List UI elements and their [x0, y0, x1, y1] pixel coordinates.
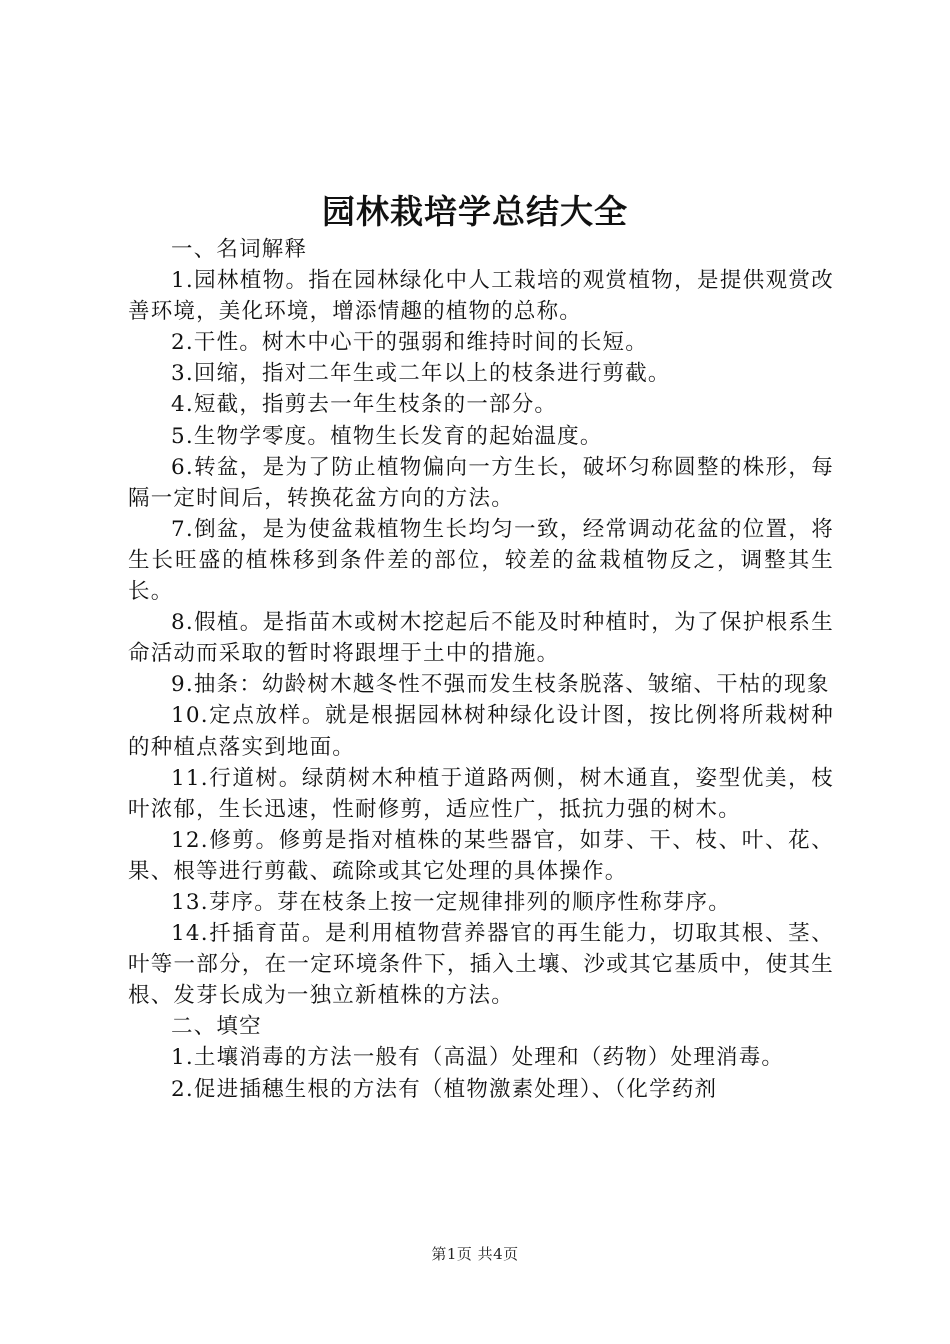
definition-paragraph: 1.园林植物。指在园林绿化中人工栽培的观赏植物，是提供观赏改善环境，美化环境，增添情趣的植物的总称。 — [128, 268, 834, 325]
definition-paragraph: 9.抽条：幼龄树木越冬性不强而发生枝条脱落、皱缩、干枯的现象 — [171, 672, 830, 698]
definition-paragraph: 10.定点放样。就是根据园林树种绿化设计图，按比例将所栽树种的种植点落实到地面。 — [128, 703, 834, 760]
definition-paragraph: 12.修剪。修剪是指对植株的某些器官，如芽、干、枝、叶、花、果、根等进行剪截、疏除或其它处理的具体操作。 — [128, 827, 834, 884]
fill-in-paragraph: 1.土壤消毒的方法一般有（高温）处理和（药物）处理消毒。 — [171, 1045, 785, 1071]
definition-paragraph: 7.倒盆，是为使盆栽植物生长均匀一致，经常调动花盆的位置，将生长旺盛的植株移到条件差的部位，较差的盆栽植物反之，调整其生长。 — [128, 516, 834, 605]
definition-paragraph: 2.干性。树木中心干的强弱和维持时间的长短。 — [171, 330, 648, 356]
section-heading-definitions: 一、名词解释 — [171, 237, 308, 262]
definition-paragraph: 5.生物学零度。植物生长发育的起始温度。 — [171, 423, 603, 449]
definition-paragraph: 6.转盆，是为了防止植物偏向一方生长，破坏匀称圆整的株形，每隔一定时间后，转换花盆方向的方法。 — [128, 454, 834, 511]
definition-paragraph: 4.短截，指剪去一年生枝条的一部分。 — [171, 392, 558, 418]
definition-paragraph: 3.回缩，指对二年生或二年以上的枝条进行剪截。 — [171, 361, 671, 387]
definition-paragraph: 11.行道树。绿荫树木种植于道路两侧，树木通直，姿型优美，枝叶浓郁，生长迅速，性耐修剪，适应性广，抵抗力强的树木。 — [128, 765, 834, 822]
definition-paragraph: 13.芽序。芽在枝条上按一定规律排列的顺序性称芽序。 — [171, 889, 731, 915]
fill-in-paragraph: 2.促进插穗生根的方法有（植物激素处理）、（化学药剂 — [171, 1076, 718, 1102]
definition-paragraph: 8.假植。是指苗木或树木挖起后不能及时种植时，为了保护根系生命活动而采取的暂时将跟埋于土中的措施。 — [128, 610, 834, 667]
document-body — [128, 234, 834, 1105]
section-heading-fill-in: 二、填空 — [171, 1014, 262, 1040]
page-number-footer: 第1页 共4页 — [431, 1245, 519, 1263]
document-title: 园林栽培学总结大全 — [322, 192, 628, 231]
definition-paragraph: 14.扦插育苗。是利用植物营养器官的再生能力，切取其根、茎、叶等一部分，在一定环境条件下，插入土壤、沙或其它基质中，使其生根、发芽长成为一独立新植株的方法。 — [128, 921, 834, 1009]
